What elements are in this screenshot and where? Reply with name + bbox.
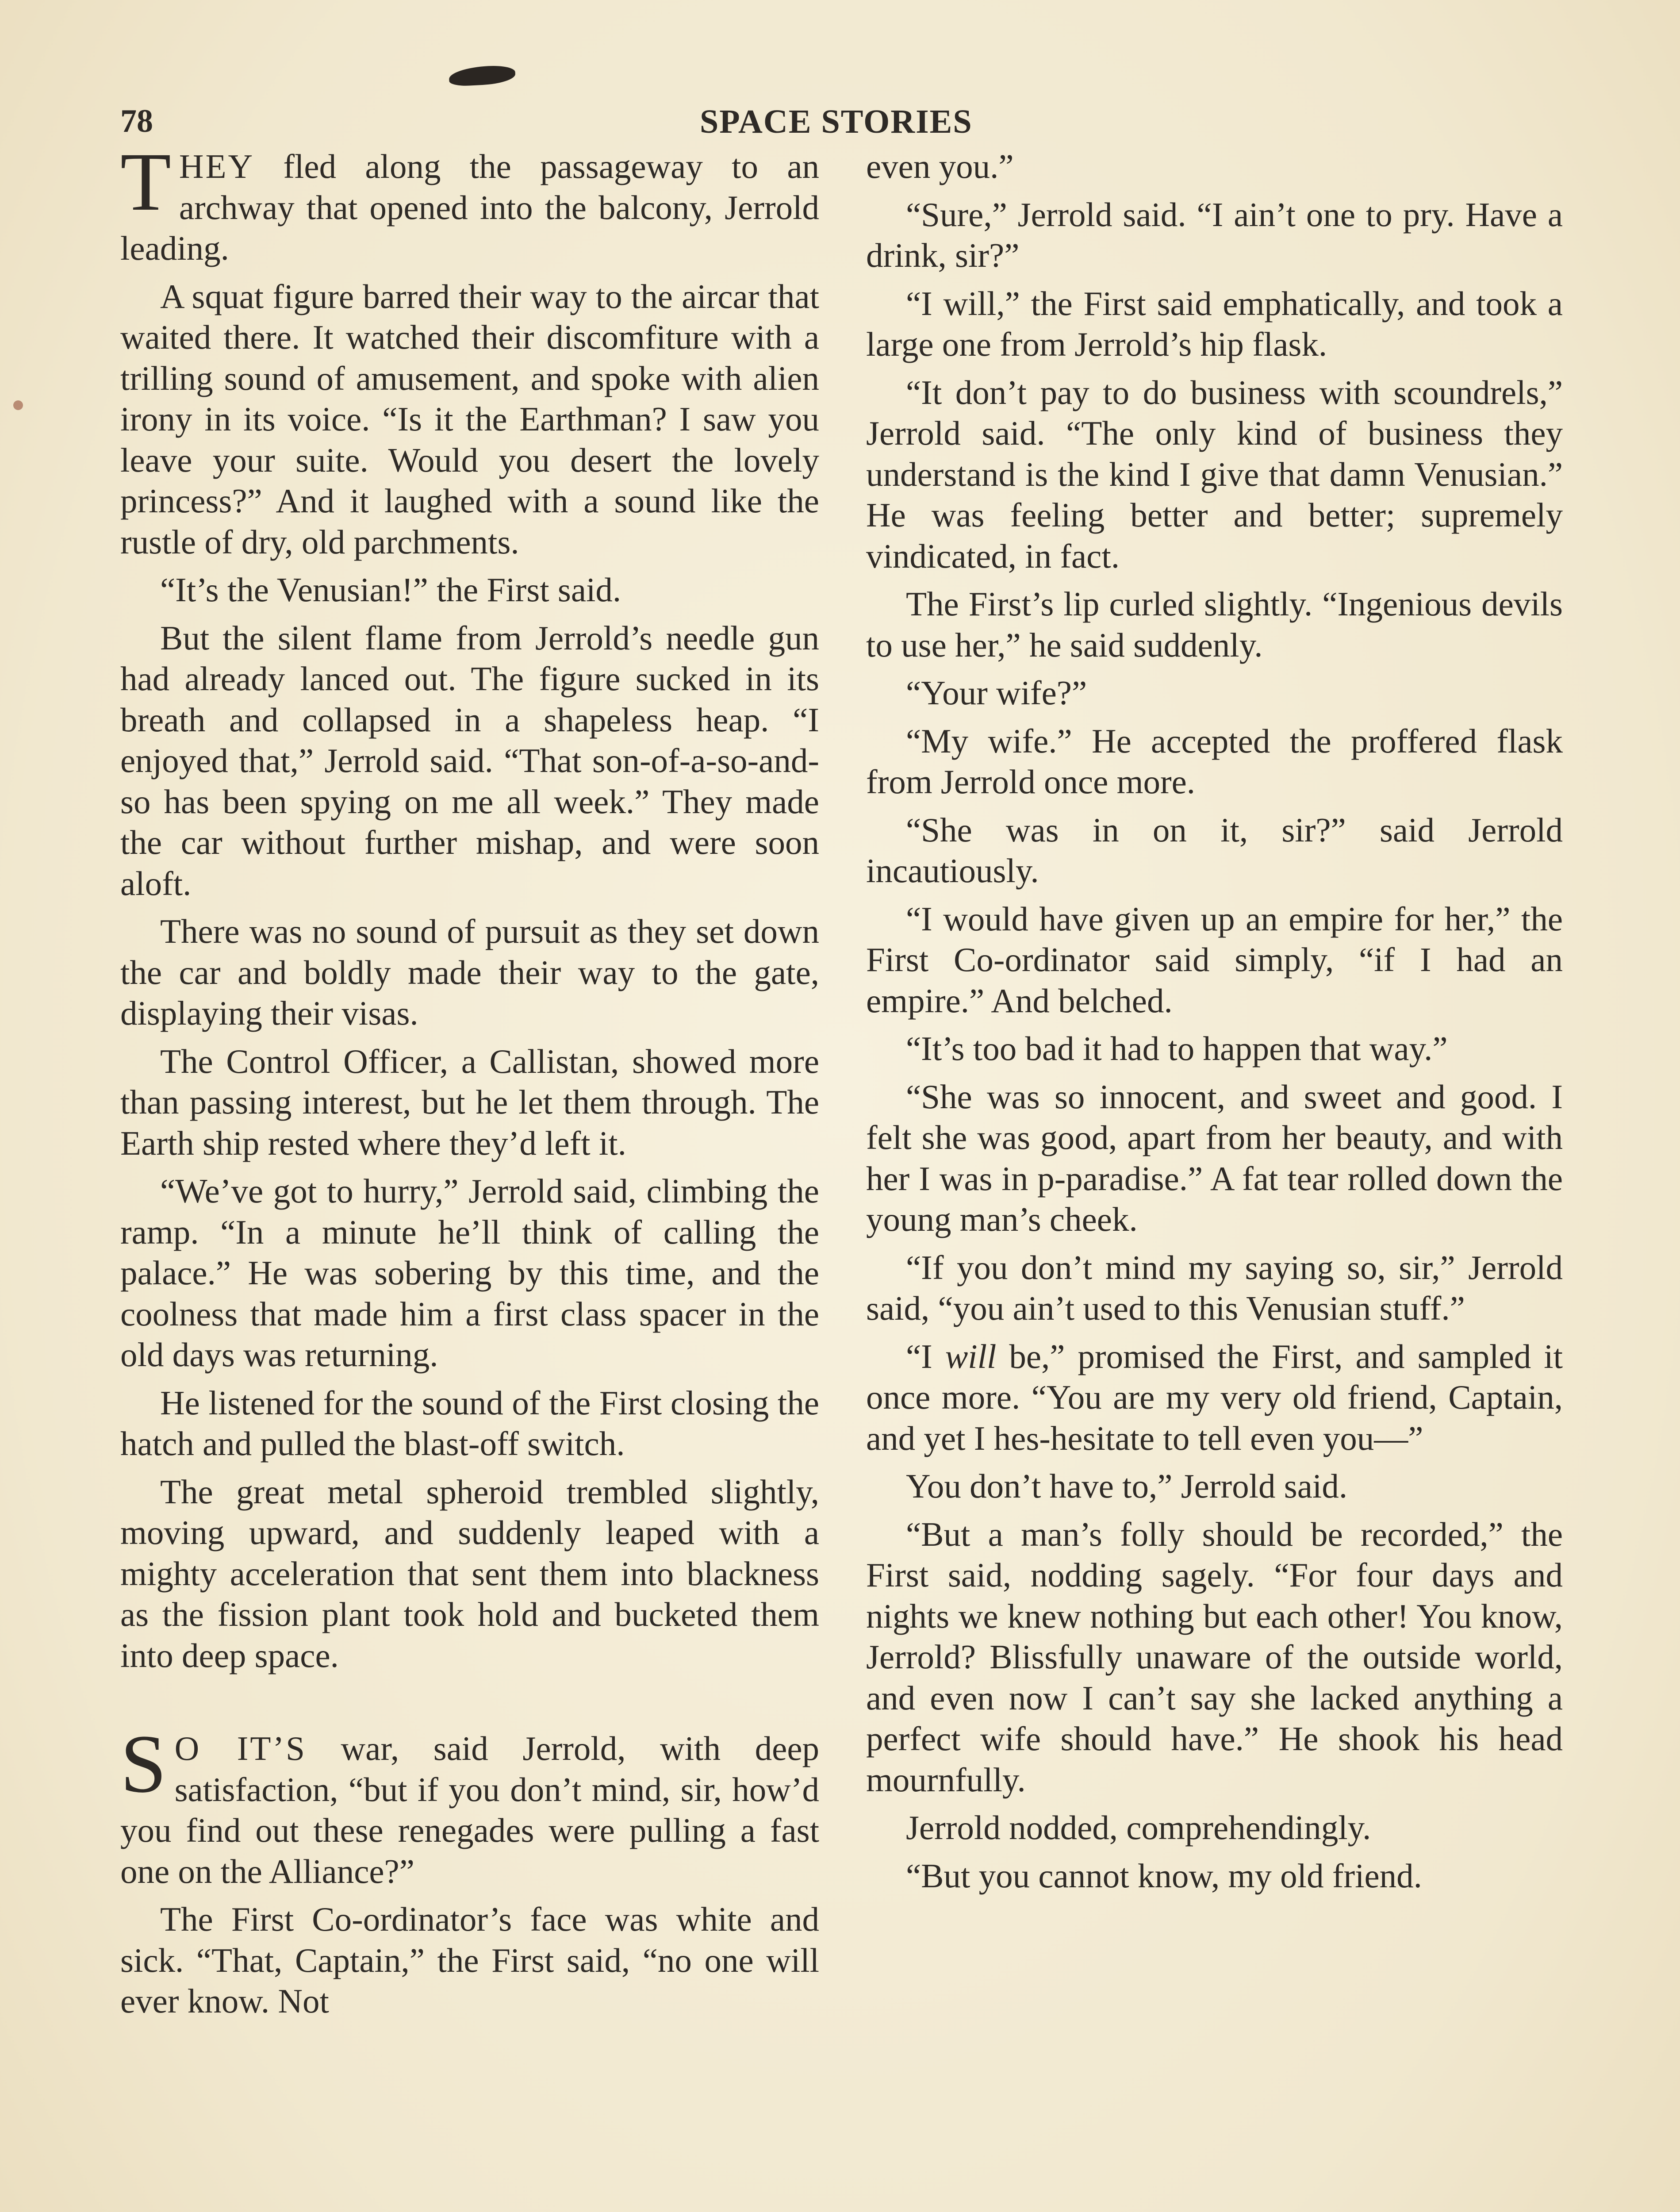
paper-stain [13, 400, 23, 410]
drop-cap: T [120, 135, 171, 228]
paragraph: “We’ve got to hurry,” Jerrold said, climbing the ramp. “In a minute he’ll think of calling the palace.” He was sobering by this time, and the coolness that made him a first class spacer in the old days was returning. [120, 1172, 819, 1374]
paragraph: “My wife.” He accepted the proffered flask from Jerrold once more. [866, 722, 1563, 801]
paragraph: “She was so innocent, and sweet and good. I felt she was good, apart from her beauty, and with her I was in p-paradise.” A fat tear rolled down the young man’s cheek. [866, 1077, 1563, 1238]
drop-cap: S [120, 1717, 167, 1810]
paragraph: “Your wife?” [906, 674, 1087, 712]
emphasis: will [945, 1337, 997, 1375]
lead-in: O IT’S [174, 1729, 307, 1767]
paragraph: But the silent flame from Jerrold’s needle gun had already lanced out. The figure sucked in its breath and collapsed in a shapeless heap. “I enjoyed that,” Jerrold said. “That son-of-a-so-and-so has been spying on me all week.” They made the car without further mishap, and were soon aloft. [120, 618, 819, 902]
paragraph: “Sure,” Jerrold said. “I ain’t one to pry. Have a drink, sir?” [866, 195, 1563, 274]
paragraph: “If you don’t mind my saying so, sir,” Jerrold said, “you ain’t used to this Venusian stuff.” [866, 1248, 1563, 1327]
paragraph-text: war, said Jerrold, with deep satisfaction, “but if you don’t mind, sir, how’d you find out these renegades were pulling a fast one on the Alliance?” [120, 1729, 819, 1890]
page-number: 78 [120, 103, 153, 139]
paragraph: You don’t have to,” Jerrold said. [906, 1467, 1348, 1505]
paragraph: There was no sound of pursuit as they set down the car and boldly made their way to the gate, displaying their visas. [120, 912, 819, 1032]
paragraph: “But you cannot know, my old friend. [906, 1856, 1422, 1895]
paragraph: “It’s the Venusian!” the First said. [160, 571, 621, 609]
paragraph-text: fled along the passageway to an archway that opened into the balcony, Jerrold leading. [120, 147, 819, 267]
paragraph: “I will,” the First said emphatically, and took a large one from Jerrold’s hip flask. [866, 284, 1563, 363]
paragraph: The Control Officer, a Callistan, showed more than passing interest, but he let them through. The Earth ship rested where they’d left it. [120, 1042, 819, 1162]
paragraph: “She was in on it, sir?” said Jerrold incautiously. [866, 810, 1563, 890]
running-head: SPACE STORIES [700, 103, 973, 140]
paragraph: even you.” [866, 147, 1014, 185]
left-column [120, 135, 819, 2029]
paragraph [866, 1336, 1563, 1459]
right-column [866, 146, 1563, 1903]
paragraph: “It don’t pay to do business with scoundrels,” Jerrold said. “The only kind of business they understand is the kind I give that damn Venusian.” He was feeling better and better; supremely vindicated, in fact. [866, 373, 1563, 575]
paragraph: “It’s too bad it had to happen that way.” [906, 1029, 1448, 1068]
paragraph: The First’s lip curled slightly. “Ingenious devils to use her,” he said suddenly. [866, 585, 1563, 664]
paragraph: He listened for the sound of the First closing the hatch and pulled the blast-off switch. [120, 1383, 819, 1463]
paragraph: The First Co-ordinator’s face was white and sick. “That, Captain,” the First said, “no one will ever know. Not [120, 1900, 819, 2020]
ink-blot [449, 65, 516, 87]
page-header [120, 103, 1562, 142]
paragraph [120, 135, 819, 269]
paragraph: A squat figure barred their way to the aircar that waited there. It watched their discomfiture with a trilling sound of amusement, and spoke with alien irony in its voice. “Is it the Earthman? I saw you leave your suite. Would you desert the lovely princess?” And it laughed with a sound like the rustle of dry, old parchments. [120, 277, 819, 561]
paragraph: “I would have given up an empire for her,” the First Co-ordinator said simply, “if I had an empire.” And belched. [866, 899, 1563, 1020]
paragraph-text: be,” promised the First, and sampled it once more. “You are my very old friend, Captain, and yet I hes-hesitate to tell even you—” [866, 1337, 1563, 1457]
paragraph: The great metal spheroid trembled slightly, moving upward, and suddenly leaped with a mighty acceleration that sent them into blackness as the fission plant took hold and bucketed them into deep space. [120, 1472, 819, 1674]
paragraph-text: “I [906, 1337, 945, 1375]
paragraph [120, 1717, 819, 1892]
lead-in: HEY [179, 147, 255, 185]
paragraph: “But a man’s folly should be recorded,” the First said, nodding sagely. “For four days and nights we knew nothing but each other! You know, Jerrold? Blissfully unaware of the outside world, and even now I can’t say she lacked anything a perfect wife should have.” He shook his head mournfully. [866, 1515, 1563, 1799]
paragraph: Jerrold nodded, comprehendingly. [906, 1809, 1371, 1847]
